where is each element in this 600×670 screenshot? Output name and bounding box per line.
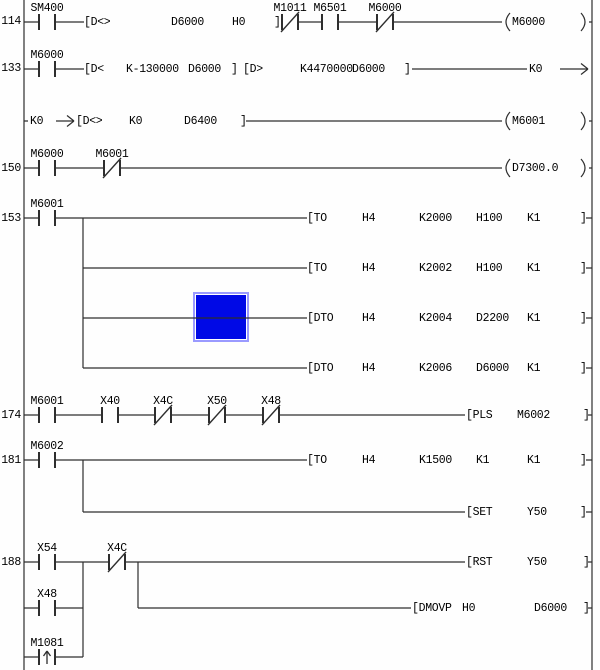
instr-operand[interactable]: D2200	[476, 312, 510, 325]
instr-op[interactable]: [D>	[243, 63, 263, 76]
contact-no-m6501[interactable]	[322, 14, 338, 30]
device-label: M6000	[30, 148, 64, 161]
contact-nc-x48[interactable]	[262, 405, 280, 425]
instr-operand[interactable]: H0	[232, 16, 246, 29]
coil-label[interactable]: D7300.0	[512, 162, 559, 175]
instr-operand[interactable]: K1	[527, 312, 541, 325]
instr-operand[interactable]: H0	[462, 602, 476, 615]
instr-end: ]	[580, 362, 587, 375]
contact-no-m6000[interactable]	[39, 160, 55, 176]
contact-nc-x4c[interactable]	[108, 552, 126, 572]
coil-label[interactable]: M6000	[512, 16, 546, 29]
step-number: 153	[1, 212, 21, 225]
instr-operand[interactable]: Y50	[527, 556, 547, 569]
instr-operand[interactable]: D6000	[188, 63, 222, 76]
device-label: M6000	[368, 2, 402, 15]
instr-end: ]	[583, 409, 590, 422]
instr-operand[interactable]: K2006	[419, 362, 453, 375]
instr-operand[interactable]: H100	[476, 262, 503, 275]
device-label: M6501	[313, 2, 347, 15]
contact-no-m6000[interactable]	[39, 61, 55, 77]
instr-operand[interactable]: K2004	[419, 312, 453, 325]
instr-end: ]	[583, 556, 590, 569]
device-label: X50	[207, 395, 227, 408]
contact-no-x48[interactable]	[39, 600, 55, 616]
instr-operand[interactable]: H4	[362, 312, 376, 325]
instr-op[interactable]: [DMOVP	[412, 602, 452, 615]
instr-operand[interactable]: H4	[362, 362, 376, 375]
instr-end: ]	[580, 454, 587, 467]
instr-operand[interactable]: K1	[527, 262, 541, 275]
contact-no-m6001[interactable]	[39, 407, 55, 423]
contact-pulse-m1081[interactable]	[39, 649, 55, 665]
instr-op[interactable]: [RST	[466, 556, 493, 569]
instr-op[interactable]: [DTO	[307, 312, 334, 325]
contact-no-m6002[interactable]	[39, 452, 55, 468]
step-number: 181	[1, 454, 21, 467]
instr-operand[interactable]: K1	[527, 212, 541, 225]
device-label: SM400	[30, 2, 64, 15]
instr-operand[interactable]: M6002	[517, 409, 551, 422]
instr-end: ]	[580, 262, 587, 275]
instr-end: ]	[580, 312, 587, 325]
instr-operand[interactable]: K1	[476, 454, 490, 467]
instr-end: ]	[240, 115, 247, 128]
instr-operand[interactable]: K-130000	[126, 63, 179, 76]
step-number: 150	[1, 162, 21, 175]
instr-operand[interactable]: K0	[129, 115, 143, 128]
instr-operand[interactable]: K1	[527, 454, 541, 467]
instr-end: ]	[274, 16, 281, 29]
contact-no-m6001[interactable]	[39, 210, 55, 226]
device-label: M6001	[95, 148, 129, 161]
instr-end: ]	[580, 506, 587, 519]
coil-label[interactable]: M6001	[512, 115, 546, 128]
device-label: X48	[261, 395, 281, 408]
instr-operand[interactable]: D6000	[352, 63, 386, 76]
instr-op[interactable]: [SET	[466, 506, 493, 519]
device-label: M6002	[30, 440, 64, 453]
instr-operand[interactable]: D6000	[171, 16, 205, 29]
contact-nc-m1011[interactable]	[281, 12, 299, 32]
contact-nc-m6001[interactable]	[103, 158, 121, 178]
instr-operand[interactable]: D6000	[476, 362, 510, 375]
device-label: M1081	[30, 637, 64, 650]
instr-operand[interactable]: Y50	[527, 506, 547, 519]
instr-op[interactable]: [TO	[307, 454, 327, 467]
device-label: X4C	[153, 395, 173, 408]
step-number: 133	[1, 62, 21, 75]
instr-operand[interactable]: K4470000	[300, 63, 353, 76]
contact-no-sm400[interactable]	[39, 14, 55, 30]
instr-end: ]	[583, 602, 590, 615]
step-number: 114	[1, 15, 21, 28]
instr-operand[interactable]: D6400	[184, 115, 218, 128]
device-label: M1011	[273, 2, 307, 15]
instr-operand[interactable]: K1	[527, 362, 541, 375]
device-label: M6001	[30, 198, 64, 211]
instr-operand[interactable]: K2000	[419, 212, 453, 225]
instr-operand[interactable]: D6000	[534, 602, 568, 615]
instr-end: ]	[231, 63, 238, 76]
step-number: 174	[1, 409, 21, 422]
instr-end: ]	[404, 63, 411, 76]
jump-in-arrow	[56, 116, 74, 127]
contact-no-x40[interactable]	[102, 407, 118, 423]
step-number: 188	[1, 556, 21, 569]
instr-op[interactable]: [TO	[307, 212, 327, 225]
device-label: X54	[37, 542, 57, 555]
contact-no-x54[interactable]	[39, 554, 55, 570]
instr-op[interactable]: [TO	[307, 262, 327, 275]
instr-operand[interactable]: H4	[362, 454, 376, 467]
device-label: X4C	[107, 542, 127, 555]
device-label: X48	[37, 588, 57, 601]
instr-op[interactable]: [D<>	[76, 115, 103, 128]
device-label: X40	[100, 395, 120, 408]
instr-operand[interactable]: H4	[362, 262, 376, 275]
device-label: M6000	[30, 49, 64, 62]
instr-operand[interactable]: K1500	[419, 454, 453, 467]
instr-operand[interactable]: H100	[476, 212, 503, 225]
device-label: M6001	[30, 395, 64, 408]
contact-nc-x4c[interactable]	[154, 405, 172, 425]
instr-op[interactable]: [D<>	[84, 16, 111, 29]
instr-operand[interactable]: K2002	[419, 262, 453, 275]
instr-op[interactable]: [DTO	[307, 362, 334, 375]
instr-operand[interactable]: H4	[362, 212, 376, 225]
instr-op[interactable]: [PLS	[466, 409, 493, 422]
jump-out-arrow	[560, 64, 588, 75]
instr-end: ]	[580, 212, 587, 225]
instr-op[interactable]: [D<	[84, 63, 104, 76]
contact-nc-m6000[interactable]	[376, 12, 394, 32]
contact-nc-x50[interactable]	[208, 405, 226, 425]
jump-entry-label: K0	[30, 115, 44, 128]
jump-label: K0	[529, 63, 543, 76]
